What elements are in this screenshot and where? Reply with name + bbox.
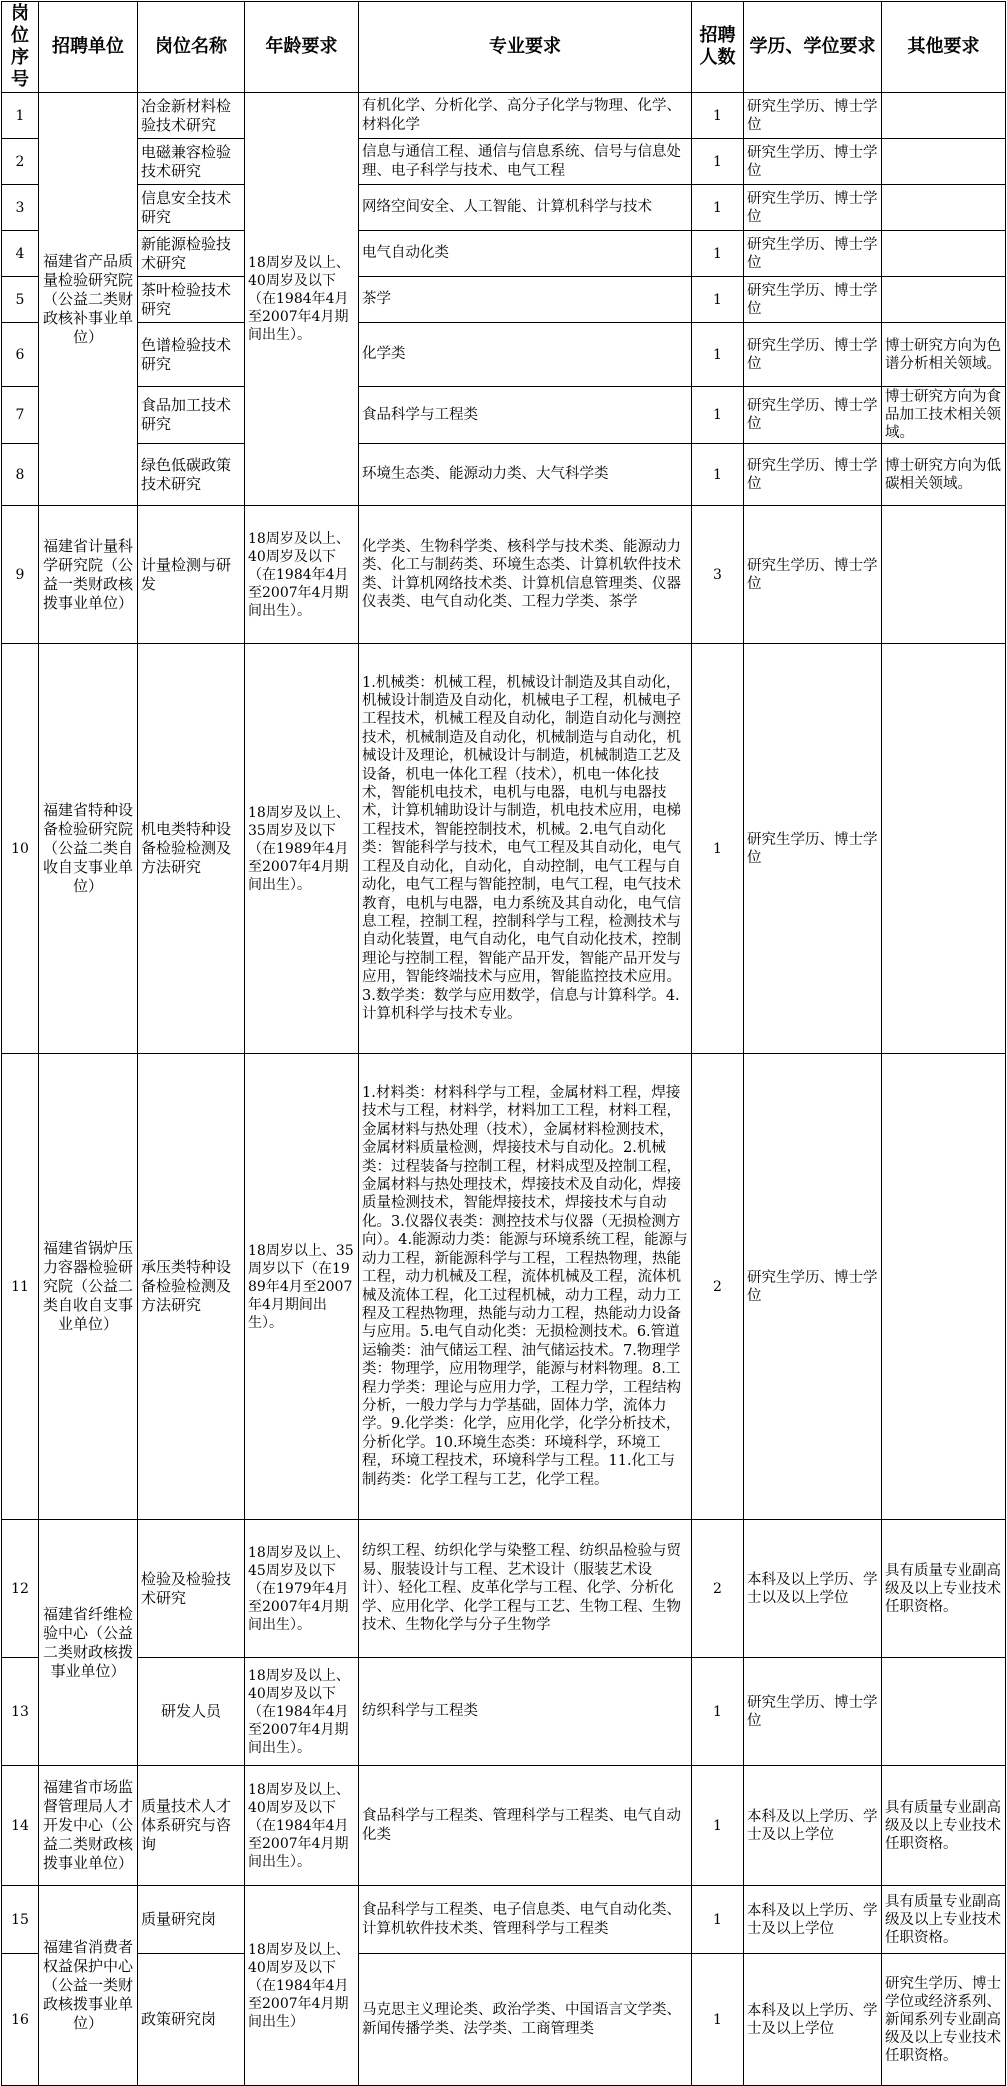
- post-name: 质量技术人才体系研究与咨询: [138, 1766, 245, 1886]
- post-number: 7: [2, 387, 39, 444]
- post-number: 1: [2, 93, 39, 139]
- table-row: [2, 506, 1006, 644]
- header-unit: 招聘单位: [39, 2, 138, 93]
- recruit-count: 2: [692, 1054, 744, 1520]
- header-post-name: 岗位名称: [138, 2, 245, 93]
- post-number: 16: [2, 1954, 39, 2086]
- recruiting-unit: 福建省产品质量检验研究院（公益二类财政核补事业单位）: [39, 93, 138, 506]
- recruit-count: 1: [692, 444, 744, 506]
- post-number: 6: [2, 323, 39, 387]
- other-requirement: 具有质量专业副高级及以上专业技术任职资格。: [882, 1520, 1006, 1658]
- post-name: 计量检测与研发: [138, 506, 245, 644]
- post-number: 14: [2, 1766, 39, 1886]
- other-requirement: [882, 277, 1006, 323]
- education-requirement: 研究生学历、博士学位: [744, 231, 882, 277]
- post-name: 冶金新材料检验技术研究: [138, 93, 245, 139]
- other-requirement: 博士研究方向为低碳相关领域。: [882, 444, 1006, 506]
- other-requirement: [882, 93, 1006, 139]
- education-requirement: 研究生学历、博士学位: [744, 444, 882, 506]
- other-requirement: [882, 506, 1006, 644]
- major-requirement: 有机化学、分析化学、高分子化学与物理、化学、材料化学: [359, 93, 692, 139]
- table-row: [2, 644, 1006, 1054]
- recruiting-unit: 福建省市场监督管理局人才开发中心（公益二类财政核拨事业单位）: [39, 1766, 138, 1886]
- recruit-count: 1: [692, 1658, 744, 1766]
- recruit-count: 1: [692, 93, 744, 139]
- education-requirement: 研究生学历、博士学位: [744, 323, 882, 387]
- post-name: 承压类特种设备检验检测及方法研究: [138, 1054, 245, 1520]
- other-requirement: 具有质量专业副高级及以上专业技术任职资格。: [882, 1766, 1006, 1886]
- education-requirement: 研究生学历、博士学位: [744, 1054, 882, 1520]
- recruit-count: 1: [692, 644, 744, 1054]
- major-requirement: 1.机械类：机械工程，机械设计制造及其自动化，机械设计制造及自动化，机械电子工程，机械电子工程技术，机械工程及自动化，制造自动化与测控技术，机械制造及自动化，机械制造与自动化，机械设计及理论，机械设计与制造，机械制造工艺及设备，机电一体化工程（技术），机电一体化技术，智能机电技术，电机与电器，电机与电器技术，计算机辅助设计与制造，机电技术应用，电梯工程技术，智能控制技术，机械。2.电气自动化类：智能科学与技术，电气工程及其自动化，电气工程及自动化，自动化，自动控制，电气工程与自动化，电气工程与智能控制，电气工程，电气技术教育，电机与电器，电力系统及其自动化，电气信息工程，控制工程，控制科学与工程，检测技术与自动化装置，电气自动化，电气自动化技术，控制理论与控制工程，智能产品开发，智能产品开发与应用，智能终端技术与应用，智能监控技术应用。3.数学类：数学与应用数学，信息与计算科学。4.计算机科学与技术专业。: [359, 644, 692, 1054]
- education-requirement: 研究生学历、博士学位: [744, 1658, 882, 1766]
- major-requirement: 电气自动化类: [359, 231, 692, 277]
- recruiting-unit: 福建省锅炉压力容器检验研究院（公益二类自收自支事业单位）: [39, 1054, 138, 1520]
- post-number: 9: [2, 506, 39, 644]
- post-number: 10: [2, 644, 39, 1054]
- other-requirement: [882, 185, 1006, 231]
- education-requirement: 本科及以上学历、学士及以上学位: [744, 1886, 882, 1954]
- education-requirement: 本科及以上学历、学士及以上学位: [744, 1954, 882, 2086]
- age-requirement: 18周岁及以上、40周岁及以下（在1984年4月至2007年4月期间出生）。: [245, 506, 359, 644]
- post-name: 研发人员: [138, 1658, 245, 1766]
- recruit-count: 1: [692, 277, 744, 323]
- header-major: 专业要求: [359, 2, 692, 93]
- education-requirement: 研究生学历、博士学位: [744, 277, 882, 323]
- header-post-no: 岗位序号: [2, 2, 39, 93]
- education-requirement: 研究生学历、博士学位: [744, 387, 882, 444]
- age-requirement: 18周岁及以上、45周岁及以下（在1979年4月至2007年4月期间出生）。: [245, 1520, 359, 1658]
- other-requirement: 研究生学历、博士学位或经济系列、新闻系列专业副高级及以上专业技术任职资格。: [882, 1954, 1006, 2086]
- recruiting-unit: 福建省消费者权益保护中心（公益一类财政核拨事业单位）: [39, 1886, 138, 2086]
- major-requirement: 环境生态类、能源动力类、大气科学类: [359, 444, 692, 506]
- post-name: 检验及检验技术研究: [138, 1520, 245, 1658]
- table-row: [2, 1054, 1006, 1520]
- post-number: 15: [2, 1886, 39, 1954]
- post-number: 4: [2, 231, 39, 277]
- major-requirement: 纺织科学与工程类: [359, 1658, 692, 1766]
- major-requirement: 信息与通信工程、通信与信息系统、信号与信息处理、电子科学与技术、电气工程: [359, 139, 692, 185]
- post-name: 新能源检验技术研究: [138, 231, 245, 277]
- recruit-count: 2: [692, 1520, 744, 1658]
- post-name: 机电类特种设备检验检测及方法研究: [138, 644, 245, 1054]
- post-name: 绿色低碳政策技术研究: [138, 444, 245, 506]
- other-requirement: [882, 644, 1006, 1054]
- major-requirement: 化学类: [359, 323, 692, 387]
- post-name: 茶叶检验技术研究: [138, 277, 245, 323]
- recruitment-table: [1, 1, 1006, 2086]
- age-requirement: 18周岁及以上、35周岁及以下（在1989年4月至2007年4月期间出生）。: [245, 644, 359, 1054]
- recruit-count: 1: [692, 1954, 744, 2086]
- education-requirement: 研究生学历、博士学位: [744, 139, 882, 185]
- recruiting-unit: 福建省纤维检验中心（公益二类财政核拨事业单位）: [39, 1520, 138, 1766]
- table-row: [2, 1520, 1006, 1658]
- post-number: 12: [2, 1520, 39, 1658]
- other-requirement: [882, 231, 1006, 277]
- post-number: 8: [2, 444, 39, 506]
- education-requirement: 研究生学历、博士学位: [744, 644, 882, 1054]
- education-requirement: 研究生学历、博士学位: [744, 185, 882, 231]
- age-requirement: 18周岁以上、35周岁以下（在1989年4月至2007年4月期间出生）。: [245, 1054, 359, 1520]
- recruiting-unit: 福建省特种设备检验研究院（公益二类自收自支事业单位）: [39, 644, 138, 1054]
- major-requirement: 食品科学与工程类、电子信息类、电气自动化类、计算机软件技术类、管理科学与工程类: [359, 1886, 692, 1954]
- other-requirement: 博士研究方向为色谱分析相关领域。: [882, 323, 1006, 387]
- major-requirement: 化学类、生物科学类、核科学与技术类、能源动力类、化工与制药类、环境生态类、计算机软件技术类、计算机网络技术类、计算机信息管理类、仪器仪表类、电气自动化类、工程力学类、茶学: [359, 506, 692, 644]
- post-name: 质量研究岗: [138, 1886, 245, 1954]
- header-other: 其他要求: [882, 2, 1006, 93]
- header-count: 招聘人数: [692, 2, 744, 93]
- age-requirement: 18周岁及以上、40周岁及以下（在1984年4月至2007年4月期间出生）。: [245, 93, 359, 506]
- other-requirement: [882, 139, 1006, 185]
- table-row: [2, 323, 1006, 387]
- table-row: [2, 277, 1006, 323]
- education-requirement: 研究生学历、博士学位: [744, 506, 882, 644]
- recruit-count: 1: [692, 139, 744, 185]
- table-row: [2, 1658, 1006, 1766]
- education-requirement: 研究生学历、博士学位: [744, 93, 882, 139]
- table-row: [2, 185, 1006, 231]
- recruit-count: 3: [692, 506, 744, 644]
- post-name: 信息安全技术研究: [138, 185, 245, 231]
- table-row: [2, 231, 1006, 277]
- recruiting-unit: 福建省计量科学研究院（公益一类财政核拨事业单位）: [39, 506, 138, 644]
- major-requirement: 马克思主义理论类、政治学类、中国语言文学类、新闻传播学类、法学类、工商管理类: [359, 1954, 692, 2086]
- other-requirement: 博士研究方向为食品加工技术相关领域。: [882, 387, 1006, 444]
- major-requirement: 纺织工程、纺织化学与染整工程、纺织品检验与贸易、服装设计与工程、艺术设计（服装艺术设计）、轻化工程、皮革化学与工程、化学、分析化学、应用化学、化学工程与工艺、生物工程、生物技术、生物化学与分子生物学: [359, 1520, 692, 1658]
- table-row: [2, 1886, 1006, 1954]
- age-requirement: 18周岁及以上、40周岁及以下（在1984年4月至2007年4月期间出生）: [245, 1886, 359, 2086]
- post-number: 11: [2, 1054, 39, 1520]
- other-requirement: [882, 1054, 1006, 1520]
- post-name: 政策研究岗: [138, 1954, 245, 2086]
- major-requirement: 网络空间安全、人工智能、计算机科学与技术: [359, 185, 692, 231]
- other-requirement: [882, 1658, 1006, 1766]
- header-row: [2, 2, 1006, 93]
- education-requirement: 本科及以上学历、学士以及以上学位: [744, 1520, 882, 1658]
- major-requirement: 食品科学与工程类、管理科学与工程类、电气自动化类: [359, 1766, 692, 1886]
- age-requirement: 18周岁及以上、40周岁及以下（在1984年4月至2007年4月期间出生）。: [245, 1658, 359, 1766]
- table-row: [2, 93, 1006, 139]
- recruit-count: 1: [692, 1766, 744, 1886]
- header-age: 年龄要求: [245, 2, 359, 93]
- table-row: [2, 444, 1006, 506]
- major-requirement: 茶学: [359, 277, 692, 323]
- post-number: 2: [2, 139, 39, 185]
- post-name: 食品加工技术研究: [138, 387, 245, 444]
- recruit-count: 1: [692, 323, 744, 387]
- table-row: [2, 139, 1006, 185]
- major-requirement: 食品科学与工程类: [359, 387, 692, 444]
- post-name: 电磁兼容检验技术研究: [138, 139, 245, 185]
- post-number: 13: [2, 1658, 39, 1766]
- header-education: 学历、学位要求: [744, 2, 882, 93]
- post-number: 5: [2, 277, 39, 323]
- recruit-count: 1: [692, 387, 744, 444]
- table-row: [2, 1766, 1006, 1886]
- post-name: 色谱检验技术研究: [138, 323, 245, 387]
- other-requirement: 具有质量专业副高级及以上专业技术任职资格。: [882, 1886, 1006, 1954]
- recruit-count: 1: [692, 231, 744, 277]
- education-requirement: 本科及以上学历、学士及以上学位: [744, 1766, 882, 1886]
- recruit-count: 1: [692, 1886, 744, 1954]
- recruit-count: 1: [692, 185, 744, 231]
- post-number: 3: [2, 185, 39, 231]
- age-requirement: 18周岁及以上、40周岁及以下（在1984年4月至2007年4月期间出生）。: [245, 1766, 359, 1886]
- table-row: [2, 387, 1006, 444]
- major-requirement: 1.材料类：材料科学与工程，金属材料工程，焊接技术与工程，材料学，材料加工工程，材料工程，金属材料与热处理（技术），金属材料检测技术，金属材料质量检测，焊接技术与自动化。2.机械类：过程装备与控制工程，材料成型及控制工程，金属材料与热处理技术，焊接技术及自动化，焊接质量检测技术，智能焊接技术，焊接技术与自动化。3.仪器仪表类：测控技术与仪器（无损检测方向）。4.能源动力类：能源与环境系统工程，能源与动力工程，新能源科学与工程，工程热物理，热能工程，动力机械及工程，流体机械及工程，流体机械及流体工程，化工过程机械，动力工程，动力工程及工程热物理，热能与动力工程，热能动力设备与应用。5.电气自动化类：无损检测技术。6.管道运输类：油气储运工程、油气储运技术。7.物理学类：物理学，应用物理学，能源与材料物理。8.工程力学类：理论与应用力学，工程力学，工程结构分析，一般力学与力学基础，固体力学，流体力学。9.化学类：化学，应用化学，化学分析技术，分析化学。10.环境生态类：环境科学，环境工程，环境工程技术，环境科学与工程。11.化工与制药类：化学工程与工艺，化学工程。: [359, 1054, 692, 1520]
